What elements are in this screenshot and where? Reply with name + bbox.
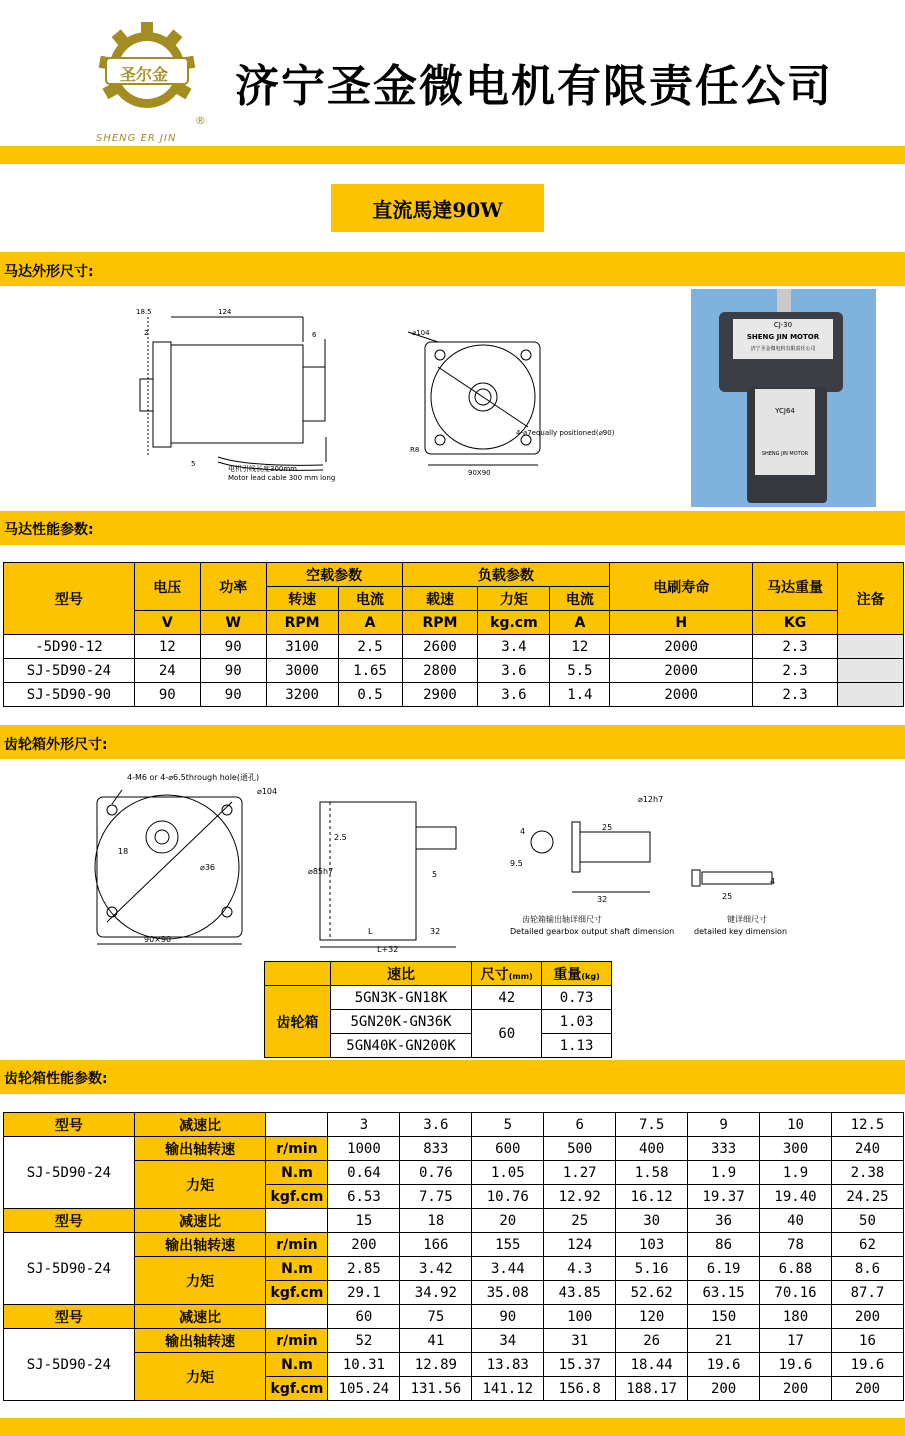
mt-cell-torque: 3.6 xyxy=(478,683,550,707)
pt-cell-ratio: 75 xyxy=(400,1305,472,1329)
gt-h-weight-unit: (kg) xyxy=(581,971,600,981)
plate-company-text: 济宁圣金微电机有限责任公司 xyxy=(750,346,816,352)
pt-cell-ratio: 3.6 xyxy=(400,1113,472,1137)
pt-cell-nm: 4.3 xyxy=(544,1257,616,1281)
gear-dims-band xyxy=(0,725,905,759)
pt-cell-kgf: 200 xyxy=(831,1377,903,1401)
shaft-caption-cn: 齿轮箱输出轴详细尺寸 xyxy=(522,915,602,924)
pt-cell-kgf: 200 xyxy=(688,1377,760,1401)
motor-dims-heading: 马达外形尺寸: xyxy=(4,264,94,280)
pt-cell-speed: 1000 xyxy=(328,1137,400,1161)
gt-h-size xyxy=(472,962,542,986)
logo-subtext: SHENG ER JIN xyxy=(96,133,177,144)
pt-cell-kgf: 188.17 xyxy=(616,1377,688,1401)
pt-cell-nm: 5.16 xyxy=(616,1257,688,1281)
motor-dim-6: 6 xyxy=(312,331,317,339)
mt-cell-v: 24 xyxy=(134,659,200,683)
pt-cell-nm: 3.42 xyxy=(400,1257,472,1281)
pt-cell-ratio: 60 xyxy=(328,1305,400,1329)
mt-cell-w: 90 xyxy=(200,659,266,683)
gt-cell-ratio: 5GN3K-GN18K xyxy=(330,986,472,1010)
mt-cell-v: 12 xyxy=(134,635,200,659)
gear-dim-phi36: ⌀36 xyxy=(200,863,215,872)
pt-cell-kgf: 19.40 xyxy=(760,1185,832,1209)
pt-cell-ratio: 10 xyxy=(760,1113,832,1137)
mt-cell-h: 2000 xyxy=(610,659,753,683)
pt-cell-kgf: 141.12 xyxy=(472,1377,544,1401)
mt-u-v: V xyxy=(134,611,200,635)
mt-cell-h: 2000 xyxy=(610,683,753,707)
pt-cell-nm: 10.31 xyxy=(328,1353,400,1377)
shaft-dim-phi12: ⌀12h7 xyxy=(638,795,664,804)
pt-cell-speed: 16 xyxy=(831,1329,903,1353)
pt-cell-kgf: 52.62 xyxy=(616,1281,688,1305)
mt-cell-lrpm: 2800 xyxy=(402,659,478,683)
pt-u-nm: N.m xyxy=(266,1353,328,1377)
pt-cell-ratio: 30 xyxy=(616,1209,688,1233)
pt-h-model: 型号 xyxy=(4,1209,135,1233)
table-row xyxy=(4,1137,904,1161)
table-row xyxy=(4,683,904,707)
mt-cell-rpm: 3100 xyxy=(266,635,338,659)
pt-cell-kgf: 70.16 xyxy=(760,1281,832,1305)
pt-cell-speed: 52 xyxy=(328,1329,400,1353)
mt-cell-lrpm: 2600 xyxy=(402,635,478,659)
mt-h-weight: 马达重量 xyxy=(753,563,838,611)
pt-cell-nm: 12.89 xyxy=(400,1353,472,1377)
gear-dim-5: 5 xyxy=(432,870,438,879)
mt-h-brush: 电刷寿命 xyxy=(610,563,753,611)
motor-performance-table xyxy=(3,562,904,707)
pt-empty-unit xyxy=(266,1113,328,1137)
pt-cell-ratio: 12.5 xyxy=(831,1113,903,1137)
pt-cell-speed: 17 xyxy=(760,1329,832,1353)
pt-cell-ratio: 120 xyxy=(616,1305,688,1329)
mt-cell-kg: 2.3 xyxy=(753,635,838,659)
pt-empty-unit xyxy=(266,1209,328,1233)
mt-cell-a: 0.5 xyxy=(338,683,402,707)
mt-cell-torque: 3.6 xyxy=(478,659,550,683)
pt-cell-nm: 1.58 xyxy=(616,1161,688,1185)
pt-cell-nm: 8.6 xyxy=(831,1257,903,1281)
motor-dim-124: 124 xyxy=(218,308,232,316)
gear-dim-2-5: 2.5 xyxy=(334,833,347,842)
motor-photo xyxy=(691,289,876,507)
pt-cell-ratio: 20 xyxy=(472,1209,544,1233)
pt-cell-kgf: 87.7 xyxy=(831,1281,903,1305)
pt-cell-speed: 103 xyxy=(616,1233,688,1257)
key-dim-4: 4 xyxy=(770,877,776,886)
table-row xyxy=(265,986,612,1010)
gt-cell-size: 60 xyxy=(472,1010,542,1058)
pt-h-speed: 输出轴转速 xyxy=(134,1329,266,1353)
pt-u-nm: N.m xyxy=(266,1161,328,1185)
gear-perf-heading: 齿轮箱性能参数: xyxy=(4,1071,108,1087)
pt-cell-speed: 833 xyxy=(400,1137,472,1161)
mt-cell-torque: 3.4 xyxy=(478,635,550,659)
pt-cell-nm: 15.37 xyxy=(544,1353,616,1377)
mt-cell-rpm: 3200 xyxy=(266,683,338,707)
gearbox-size-table xyxy=(264,961,612,1058)
mt-cell-note xyxy=(838,635,904,659)
motor-hole-note: 4-⌀7equally positioned(⌀90) xyxy=(516,429,615,437)
mt-cell-rpm: 3000 xyxy=(266,659,338,683)
mt-h-speed: 转速 xyxy=(266,587,338,611)
table-row xyxy=(4,659,904,683)
pt-cell-ratio: 7.5 xyxy=(616,1113,688,1137)
pt-cell-speed: 34 xyxy=(472,1329,544,1353)
motor-nameplate xyxy=(733,319,833,359)
motor-dim-5: 5 xyxy=(191,460,196,468)
motor-dims-band xyxy=(0,252,905,286)
pt-cell-kgf: 200 xyxy=(760,1377,832,1401)
mt-h-torque: 力矩 xyxy=(478,587,550,611)
mt-u-rpm: RPM xyxy=(266,611,338,635)
pt-cell-ratio: 40 xyxy=(760,1209,832,1233)
pt-h-ratio: 减速比 xyxy=(134,1113,266,1137)
mt-cell-note xyxy=(838,683,904,707)
pt-cell-model: SJ-5D90-24 xyxy=(4,1329,135,1401)
pt-h-model: 型号 xyxy=(4,1113,135,1137)
pt-cell-ratio: 18 xyxy=(400,1209,472,1233)
pt-cell-ratio: 15 xyxy=(328,1209,400,1233)
motor-dim-r8: R8 xyxy=(410,446,420,454)
pt-cell-speed: 200 xyxy=(328,1233,400,1257)
pt-cell-kgf: 6.53 xyxy=(328,1185,400,1209)
pt-cell-ratio: 90 xyxy=(472,1305,544,1329)
pt-cell-ratio: 150 xyxy=(688,1305,760,1329)
pt-cell-ratio: 100 xyxy=(544,1305,616,1329)
logo-text: 圣尔金 xyxy=(119,65,168,84)
plate-top-text: CJ-30 xyxy=(773,321,793,329)
motor-dimension-drawing xyxy=(98,297,618,495)
gt-h-size-text: 尺寸 xyxy=(480,966,509,983)
pt-cell-ratio: 25 xyxy=(544,1209,616,1233)
table-row xyxy=(4,635,904,659)
pt-u-kgf: kgf.cm xyxy=(266,1281,328,1305)
pt-empty-unit xyxy=(266,1305,328,1329)
table-row xyxy=(4,1233,904,1257)
pt-cell-kgf: 63.15 xyxy=(688,1281,760,1305)
shaft-dim-4: 4 xyxy=(520,827,526,836)
mt-h-current: 电流 xyxy=(338,587,402,611)
pt-cell-ratio: 9 xyxy=(688,1113,760,1137)
gt-cell-weight: 1.03 xyxy=(542,1010,612,1034)
motor-dim-18-5: 18.5 xyxy=(136,308,152,316)
mt-cell-la: 1.4 xyxy=(550,683,610,707)
pt-cell-speed: 300 xyxy=(760,1137,832,1161)
motor-dim-phi104: ⌀104 xyxy=(412,329,430,337)
table-row xyxy=(4,1209,904,1233)
pt-cell-nm: 19.6 xyxy=(760,1353,832,1377)
pt-cell-speed: 155 xyxy=(472,1233,544,1257)
pt-cell-ratio: 200 xyxy=(831,1305,903,1329)
pt-cell-ratio: 6 xyxy=(544,1113,616,1137)
mt-h-load: 负载参数 xyxy=(402,563,610,587)
gear-dim-18: 18 xyxy=(118,847,129,856)
table-row xyxy=(4,1113,904,1137)
motor-perf-band xyxy=(0,511,905,545)
pt-h-model: 型号 xyxy=(4,1305,135,1329)
pt-cell-kgf: 24.25 xyxy=(831,1185,903,1209)
pt-cell-nm: 1.9 xyxy=(688,1161,760,1185)
gt-h-size-unit: (mm) xyxy=(508,971,533,981)
pt-cell-nm: 13.83 xyxy=(472,1353,544,1377)
mt-cell-a: 1.65 xyxy=(338,659,402,683)
pt-u-rmin: r/min xyxy=(266,1137,328,1161)
mt-cell-model: SJ-5D90-24 xyxy=(4,659,135,683)
mt-h-power: 功率 xyxy=(200,563,266,611)
gearbox-performance-table xyxy=(3,1112,904,1401)
table-row xyxy=(4,1305,904,1329)
pt-h-speed: 输出轴转速 xyxy=(134,1137,266,1161)
shaft-dim-32: 32 xyxy=(597,895,608,904)
motor-drawing-svg xyxy=(98,297,618,495)
mt-u-w: W xyxy=(200,611,266,635)
motor-shaft xyxy=(777,289,791,314)
header-band xyxy=(0,146,905,164)
pt-cell-model: SJ-5D90-24 xyxy=(4,1137,135,1209)
footer-band xyxy=(0,1418,905,1436)
pt-h-ratio: 减速比 xyxy=(134,1209,266,1233)
mt-h-load-speed: 载速 xyxy=(402,587,478,611)
motor-side-label: SHENG JIN MOTOR xyxy=(761,451,809,457)
mt-cell-a: 2.5 xyxy=(338,635,402,659)
gt-cell-ratio: 5GN20K-GN36K xyxy=(330,1010,472,1034)
pt-cell-kgf: 10.76 xyxy=(472,1185,544,1209)
mt-u-a: A xyxy=(338,611,402,635)
mt-cell-lrpm: 2900 xyxy=(402,683,478,707)
gt-empty xyxy=(265,962,331,986)
gt-h-weight xyxy=(542,962,612,986)
mt-u-a2: A xyxy=(550,611,610,635)
shaft-caption-en: Detailed gearbox output shaft dimension xyxy=(510,927,675,936)
pt-cell-speed: 26 xyxy=(616,1329,688,1353)
pt-cell-ratio: 5 xyxy=(472,1113,544,1137)
pt-cell-nm: 1.27 xyxy=(544,1161,616,1185)
gt-cell-weight: 0.73 xyxy=(542,986,612,1010)
pt-cell-kgf: 35.08 xyxy=(472,1281,544,1305)
pt-h-torque: 力矩 xyxy=(134,1257,266,1305)
pt-cell-speed: 166 xyxy=(400,1233,472,1257)
shaft-dim-25: 25 xyxy=(602,823,613,832)
mt-h-voltage: 电压 xyxy=(134,563,200,611)
pt-u-kgf: kgf.cm xyxy=(266,1185,328,1209)
mt-cell-la: 5.5 xyxy=(550,659,610,683)
pt-cell-kgf: 16.12 xyxy=(616,1185,688,1209)
motor-label xyxy=(755,389,815,475)
gt-cell-size: 42 xyxy=(472,986,542,1010)
gt-cell-ratio: 5GN40K-GN200K xyxy=(330,1034,472,1058)
pt-cell-nm: 2.85 xyxy=(328,1257,400,1281)
pt-cell-speed: 124 xyxy=(544,1233,616,1257)
shaft-dim-9-5: 9.5 xyxy=(510,859,523,868)
mt-cell-v: 90 xyxy=(134,683,200,707)
gear-perf-band xyxy=(0,1060,905,1094)
motor-model-label: YCJ64 xyxy=(775,407,795,415)
gear-dim-32: 32 xyxy=(430,927,441,936)
pt-cell-nm: 18.44 xyxy=(616,1353,688,1377)
mt-u-rpm2: RPM xyxy=(402,611,478,635)
pt-cell-nm: 2.38 xyxy=(831,1161,903,1185)
pt-cell-kgf: 34.92 xyxy=(400,1281,472,1305)
pt-cell-speed: 400 xyxy=(616,1137,688,1161)
gearbox-drawing-svg xyxy=(82,762,822,958)
pt-h-torque: 力矩 xyxy=(134,1161,266,1209)
pt-cell-kgf: 156.8 xyxy=(544,1377,616,1401)
gear-dim-l: L xyxy=(368,927,373,936)
gear-hole-note: 4-M6 or 4-⌀6.5through hole(通孔) xyxy=(127,773,260,782)
table-row xyxy=(4,1161,904,1185)
pt-cell-ratio: 3 xyxy=(328,1113,400,1137)
gear-dim-phi85: ⌀85h7 xyxy=(308,867,334,876)
pt-cell-kgf: 43.85 xyxy=(544,1281,616,1305)
pt-cell-nm: 6.19 xyxy=(688,1257,760,1281)
mt-cell-h: 2000 xyxy=(610,635,753,659)
pt-cell-ratio: 36 xyxy=(688,1209,760,1233)
motor-dim-90x90: 90X90 xyxy=(468,469,491,477)
pt-cell-kgf: 131.56 xyxy=(400,1377,472,1401)
pt-cell-nm: 0.76 xyxy=(400,1161,472,1185)
mt-cell-note xyxy=(838,659,904,683)
mt-cell-la: 12 xyxy=(550,635,610,659)
key-caption-en: detailed key dimension xyxy=(694,927,788,936)
gt-h-ratio: 速比 xyxy=(330,962,472,986)
pt-cell-speed: 78 xyxy=(760,1233,832,1257)
gear-dims-heading: 齿轮箱外形尺寸: xyxy=(4,737,108,753)
pt-cell-kgf: 7.75 xyxy=(400,1185,472,1209)
company-name: 济宁圣金微电机有限责任公司 xyxy=(235,61,833,112)
gt-cell-weight: 1.13 xyxy=(542,1034,612,1058)
pt-cell-kgf: 12.92 xyxy=(544,1185,616,1209)
pt-cell-speed: 41 xyxy=(400,1329,472,1353)
pt-cell-kgf: 105.24 xyxy=(328,1377,400,1401)
pt-cell-kgf: 19.37 xyxy=(688,1185,760,1209)
plate-brand-text: SHENG JIN MOTOR xyxy=(746,333,820,341)
pt-u-nm: N.m xyxy=(266,1257,328,1281)
mt-cell-model: SJ-5D90-90 xyxy=(4,683,135,707)
pt-cell-speed: 240 xyxy=(831,1137,903,1161)
mt-u-torque: kg.cm xyxy=(478,611,550,635)
pt-h-ratio: 减速比 xyxy=(134,1305,266,1329)
mt-cell-kg: 2.3 xyxy=(753,659,838,683)
pt-cell-speed: 31 xyxy=(544,1329,616,1353)
mt-u-h: H xyxy=(610,611,753,635)
mt-h-load-current: 电流 xyxy=(550,587,610,611)
motor-cable-note-cn: 电机引线长度300mm xyxy=(228,465,297,473)
pt-cell-kgf: 29.1 xyxy=(328,1281,400,1305)
pt-cell-nm: 19.6 xyxy=(831,1353,903,1377)
mt-h-noload: 空载参数 xyxy=(266,563,402,587)
key-dim-25: 25 xyxy=(722,892,733,901)
mt-h-note: 注备 xyxy=(838,563,904,635)
gt-h-weight-text: 重量 xyxy=(553,966,582,983)
mt-cell-w: 90 xyxy=(200,635,266,659)
pt-cell-speed: 600 xyxy=(472,1137,544,1161)
perf-table-body xyxy=(4,1113,904,1401)
key-caption-cn: 键详细尺寸 xyxy=(727,915,767,924)
motor-perf-heading: 马达性能参数: xyxy=(4,522,94,538)
pt-cell-model: SJ-5D90-24 xyxy=(4,1233,135,1305)
pt-cell-nm: 3.44 xyxy=(472,1257,544,1281)
registered-mark: ® xyxy=(195,114,206,127)
table-row xyxy=(4,1353,904,1377)
gear-dim-l32: L+32 xyxy=(377,945,399,954)
pt-u-rmin: r/min xyxy=(266,1329,328,1353)
product-title: 直流馬達90W xyxy=(331,184,544,232)
gear-dim-90x90: 90×90 xyxy=(144,935,172,944)
table-row xyxy=(4,1329,904,1353)
pt-cell-ratio: 180 xyxy=(760,1305,832,1329)
table-row xyxy=(4,1257,904,1281)
mt-cell-model: -5D90-12 xyxy=(4,635,135,659)
pt-cell-nm: 1.9 xyxy=(760,1161,832,1185)
pt-cell-speed: 500 xyxy=(544,1137,616,1161)
pt-u-rmin: r/min xyxy=(266,1233,328,1257)
pt-cell-nm: 0.64 xyxy=(328,1161,400,1185)
pt-u-kgf: kgf.cm xyxy=(266,1377,328,1401)
pt-cell-nm: 19.6 xyxy=(688,1353,760,1377)
motor-dim-2: 2 xyxy=(144,329,149,337)
pt-h-speed: 输出轴转速 xyxy=(134,1233,266,1257)
gear-dim-phi104: ⌀104 xyxy=(257,787,278,796)
pt-cell-speed: 62 xyxy=(831,1233,903,1257)
gt-label: 齿轮箱 xyxy=(265,986,331,1058)
mt-cell-kg: 2.3 xyxy=(753,683,838,707)
pt-cell-speed: 333 xyxy=(688,1137,760,1161)
pt-cell-speed: 21 xyxy=(688,1329,760,1353)
pt-h-torque: 力矩 xyxy=(134,1353,266,1401)
pt-cell-speed: 86 xyxy=(688,1233,760,1257)
mt-h-model: 型号 xyxy=(4,563,135,635)
pt-cell-nm: 1.05 xyxy=(472,1161,544,1185)
motor-cable-note-en: Motor lead cable 300 mm long xyxy=(228,474,336,482)
mt-u-kg: KG xyxy=(753,611,838,635)
mt-cell-w: 90 xyxy=(200,683,266,707)
pt-cell-ratio: 50 xyxy=(831,1209,903,1233)
gearbox-dimension-drawing xyxy=(82,762,822,958)
pt-cell-nm: 6.88 xyxy=(760,1257,832,1281)
